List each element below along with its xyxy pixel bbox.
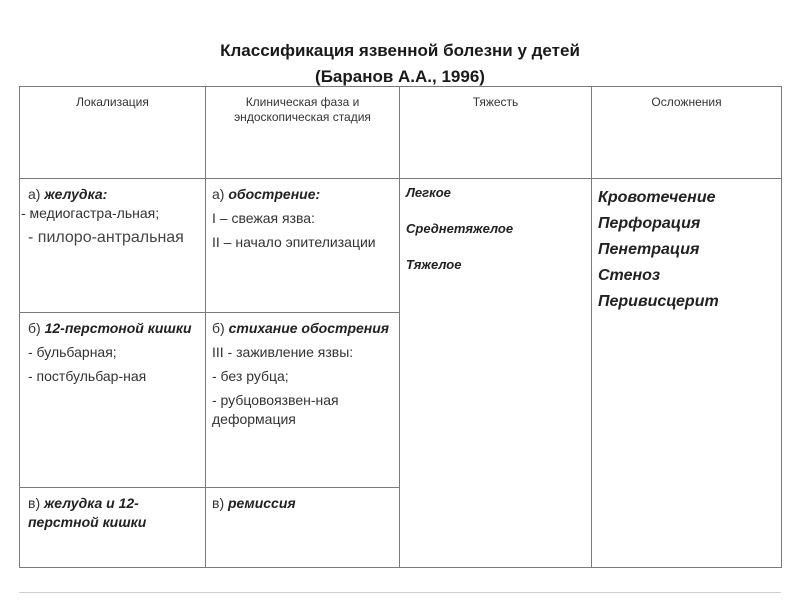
cell-phase bbox=[206, 313, 400, 488]
cell-localization bbox=[20, 488, 206, 568]
header-phase: Клиническая фаза и эндоскопическая стадия bbox=[206, 87, 400, 179]
severity-item: Среднетяжелое bbox=[406, 221, 514, 236]
loc-item: - постбульбар-ная bbox=[28, 368, 147, 384]
phase-title: обострение: bbox=[228, 186, 321, 202]
phase-title: стихание обострения bbox=[228, 320, 390, 336]
complication-item: Пенетрация bbox=[598, 241, 700, 258]
complication-item: Перивисцерит bbox=[598, 293, 719, 310]
phase-item: - без рубца; bbox=[212, 368, 289, 384]
phase-prefix: в) bbox=[212, 495, 225, 511]
loc-prefix: а) bbox=[28, 186, 41, 202]
cell-severity bbox=[400, 179, 592, 568]
header-severity: Тяжесть bbox=[400, 87, 592, 179]
phase-title: ремиссия bbox=[228, 495, 296, 511]
severity-item: Легкое bbox=[406, 185, 451, 200]
phase-prefix: а) bbox=[212, 186, 225, 202]
phase-item: I – свежая язва: bbox=[212, 210, 315, 226]
loc-item: - пилоро-антральная bbox=[28, 229, 184, 246]
table-row bbox=[20, 179, 782, 313]
title-line-2: (Баранов А.А., 1996) bbox=[315, 67, 485, 86]
cell-localization bbox=[20, 313, 206, 488]
phase-item: II – начало эпителизации bbox=[212, 234, 376, 250]
loc-item: - бульбарная; bbox=[28, 344, 117, 360]
loc-prefix: б) bbox=[28, 320, 41, 336]
complication-item: Стеноз bbox=[598, 267, 661, 284]
complication-item: Кровотечение bbox=[598, 189, 716, 206]
header-complications: Осложнения bbox=[592, 87, 782, 179]
table-header-row bbox=[20, 87, 782, 179]
loc-title: 12-перстоной кишки bbox=[44, 320, 192, 336]
phase-item: - рубцовоязвен-ная деформация bbox=[212, 392, 339, 427]
loc-item: - медиогастра-льная; bbox=[21, 205, 160, 221]
cell-complications bbox=[592, 179, 782, 568]
phase-prefix: б) bbox=[212, 320, 225, 336]
cell-localization bbox=[20, 179, 206, 313]
loc-prefix: в) bbox=[28, 495, 41, 511]
phase-item: III - заживление язвы: bbox=[212, 344, 354, 360]
cell-phase bbox=[206, 179, 400, 313]
bottom-divider bbox=[19, 592, 781, 593]
loc-title: желудка: bbox=[44, 186, 108, 202]
severity-item: Тяжелое bbox=[406, 257, 462, 272]
cell-phase bbox=[206, 488, 400, 568]
page-title bbox=[0, 38, 800, 90]
loc-title: желудка и 12-перстной кишки bbox=[28, 495, 147, 530]
complication-item: Перфорация bbox=[598, 215, 701, 232]
title-line-1: Классификация язвенной болезни у детей bbox=[220, 41, 580, 60]
header-localization: Локализация bbox=[20, 87, 206, 179]
classification-table bbox=[19, 86, 782, 568]
